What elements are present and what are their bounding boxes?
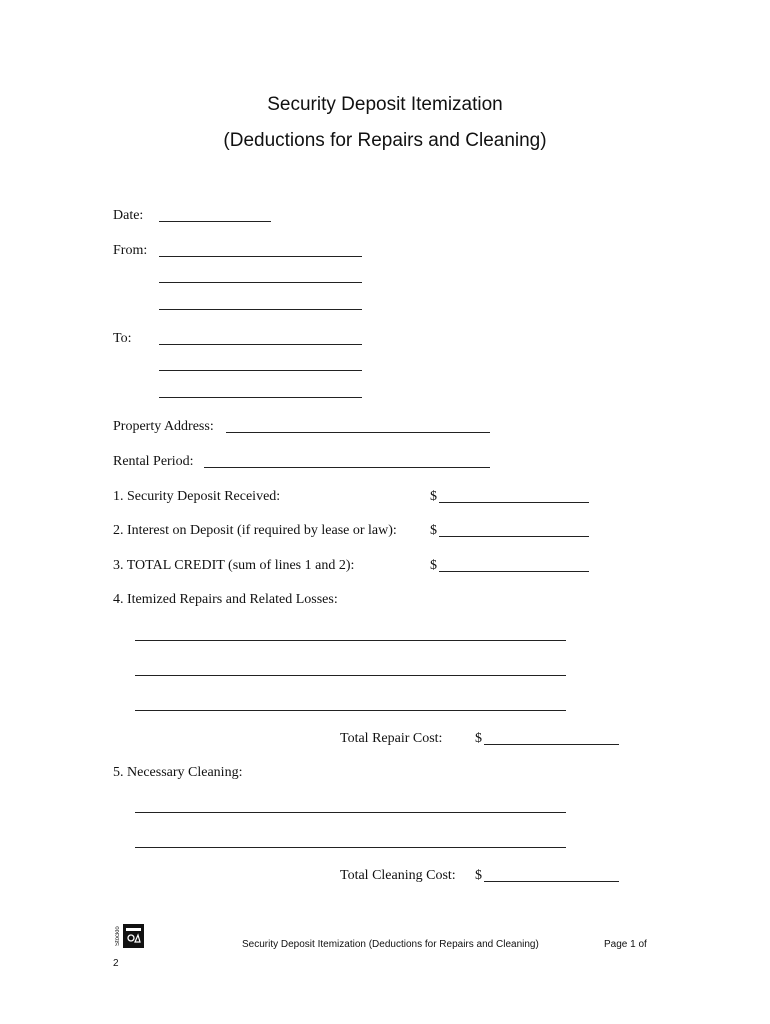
total-repair-cost-label: Total Repair Cost: — [340, 731, 443, 746]
to-field-line-3[interactable] — [159, 397, 362, 398]
dollar-sign: $ — [475, 868, 482, 883]
repairs-field-line-1[interactable] — [135, 640, 566, 641]
date-field[interactable] — [159, 221, 271, 222]
dollar-sign: $ — [475, 731, 482, 746]
footer-page-total: 2 — [113, 958, 119, 969]
total-credit-amount-field[interactable] — [439, 571, 589, 572]
cleaning-field-line-1[interactable] — [135, 812, 566, 813]
property-address-label: Property Address: — [113, 419, 214, 434]
total-credit-label: 3. TOTAL CREDIT (sum of lines 1 and 2): — [113, 558, 355, 573]
dollar-sign: $ — [430, 558, 437, 573]
from-field-line-1[interactable] — [159, 256, 362, 257]
total-repair-cost-field[interactable] — [484, 744, 619, 745]
date-label: Date: — [113, 208, 144, 223]
necessary-cleaning-label: 5. Necessary Cleaning: — [113, 765, 243, 780]
repairs-field-line-3[interactable] — [135, 710, 566, 711]
interest-amount-field[interactable] — [439, 536, 589, 537]
dollar-sign: $ — [430, 489, 437, 504]
total-cleaning-cost-label: Total Cleaning Cost: — [340, 868, 456, 883]
cleaning-field-line-2[interactable] — [135, 847, 566, 848]
from-label: From: — [113, 243, 148, 258]
footer-page-label: Page 1 of — [604, 939, 647, 950]
security-deposit-amount-field[interactable] — [439, 502, 589, 503]
interest-label: 2. Interest on Deposit (if required by lease or law): — [113, 523, 397, 538]
total-cleaning-cost-field[interactable] — [484, 881, 619, 882]
itemized-repairs-label: 4. Itemized Repairs and Related Losses: — [113, 592, 338, 607]
to-field-line-2[interactable] — [159, 370, 362, 371]
footer-document-title: Security Deposit Itemization (Deductions for Repairs and Cleaning) — [242, 939, 539, 950]
logo-badge-icon — [123, 924, 144, 948]
property-address-field[interactable] — [226, 432, 490, 433]
repairs-field-line-2[interactable] — [135, 675, 566, 676]
brand-logo — [114, 924, 144, 948]
from-field-line-2[interactable] — [159, 282, 362, 283]
document-title: Security Deposit Itemization — [267, 94, 503, 115]
document-subtitle: (Deductions for Repairs and Cleaning) — [223, 130, 547, 151]
to-label: To: — [113, 331, 132, 346]
rental-period-label: Rental Period: — [113, 454, 194, 469]
rental-period-field[interactable] — [204, 467, 490, 468]
from-field-line-3[interactable] — [159, 309, 362, 310]
to-field-line-1[interactable] — [159, 344, 362, 345]
logo-side-text: Stocklo — [115, 926, 121, 946]
security-deposit-label: 1. Security Deposit Received: — [113, 489, 281, 504]
dollar-sign: $ — [430, 523, 437, 538]
